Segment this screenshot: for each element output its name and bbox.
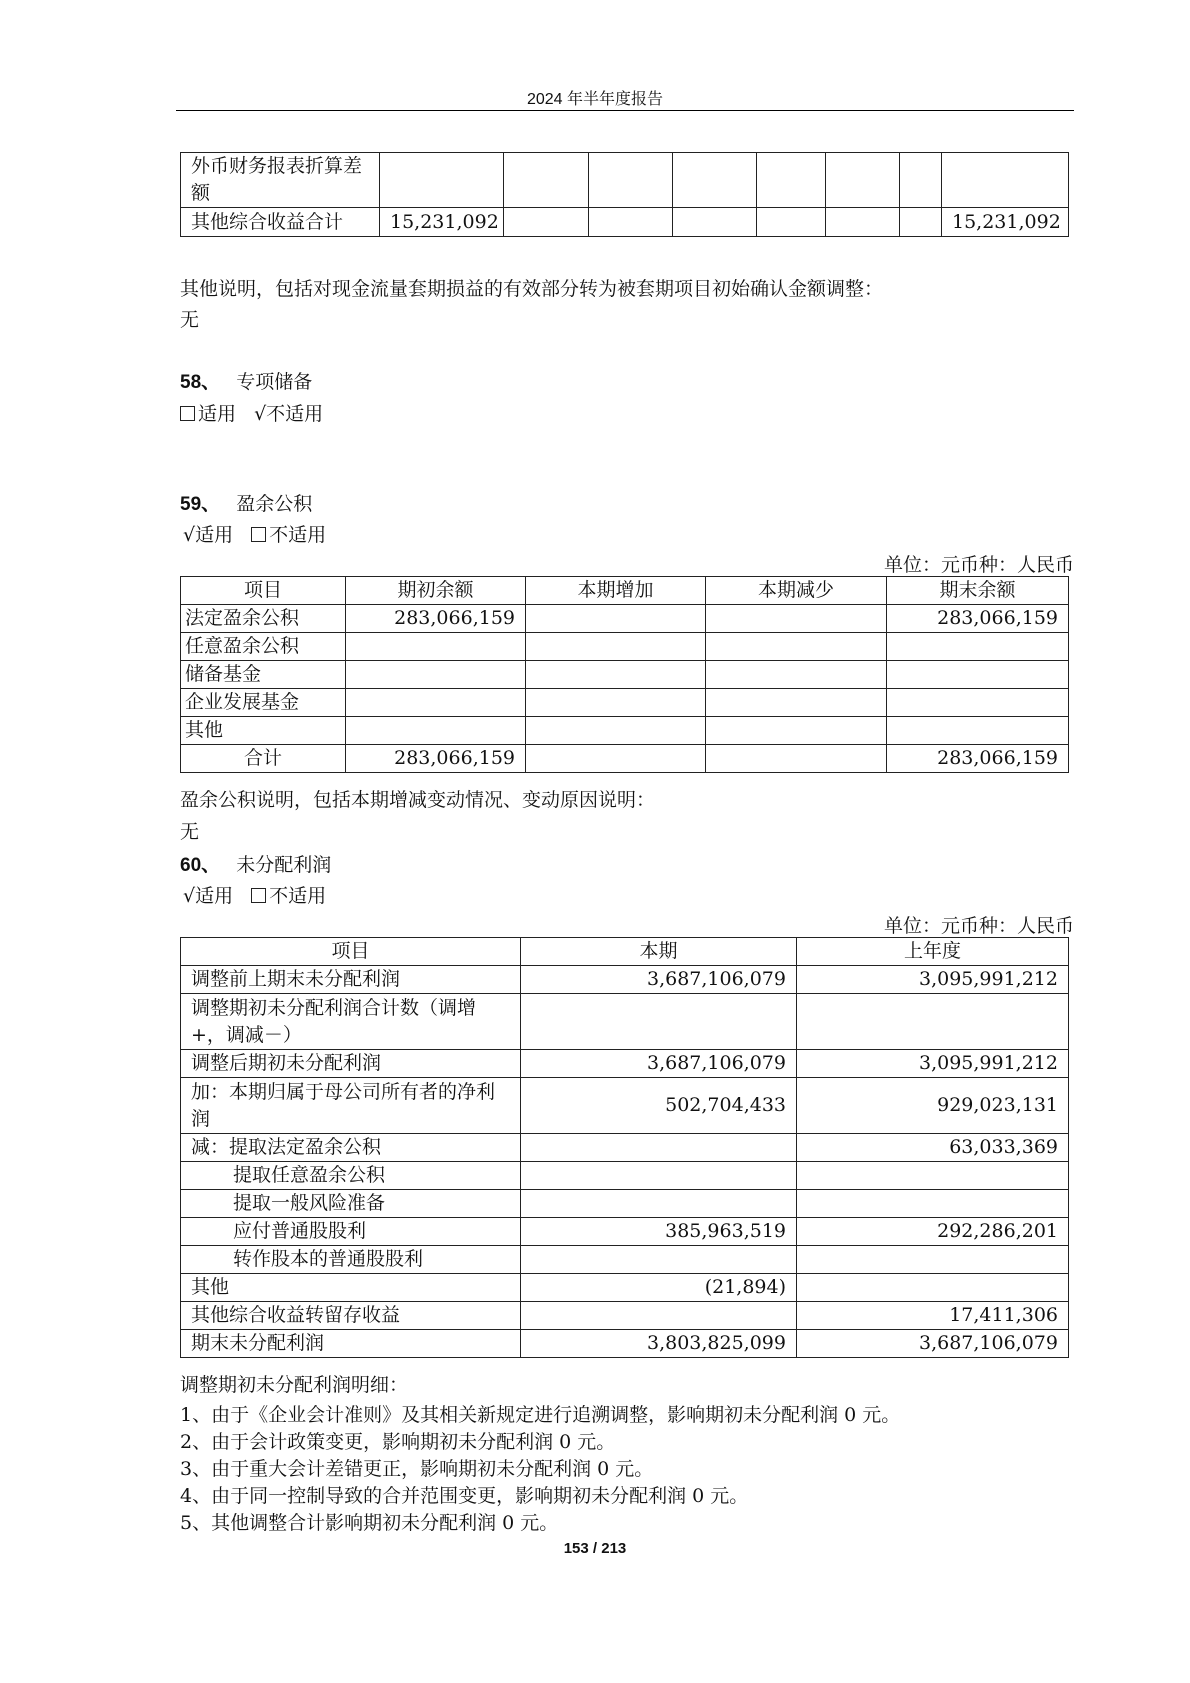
not-applicable-label: 不适用: [269, 885, 327, 907]
cell: [589, 208, 673, 237]
detail-item: 2、由于会计政策变更，影响期初未分配利润 0 元。: [180, 1431, 616, 1453]
other-comprehensive-income-table: [180, 152, 1069, 237]
cell: [504, 153, 589, 208]
cell: 15,231,092: [942, 208, 1069, 237]
table-row: [181, 661, 1069, 689]
undistributed-profit-table: [180, 937, 1069, 1358]
table-row: [181, 1078, 1069, 1134]
row-label: 提取任意盈余公积: [181, 1162, 521, 1190]
cell: [526, 605, 706, 633]
cell: [757, 208, 826, 237]
table-row: [181, 994, 1069, 1050]
cell: [504, 208, 589, 237]
table-row: [181, 689, 1069, 717]
surplus-reserve-table: [180, 576, 1069, 773]
cell: [526, 717, 706, 745]
column-header: 项目: [181, 938, 521, 966]
cell: [887, 633, 1069, 661]
row-label: 其他综合收益合计: [181, 208, 380, 237]
cell: [706, 605, 887, 633]
table-row: [181, 1162, 1069, 1190]
checkmark-icon: √: [254, 403, 267, 425]
cell: [706, 661, 887, 689]
page-header-title: 2024 年半年度报告: [526, 91, 664, 108]
section-number: 58、: [180, 372, 221, 393]
cell: [706, 633, 887, 661]
row-label: 调整后期初未分配利润: [181, 1050, 521, 1078]
note-57-text: 其他说明，包括对现金流量套期损益的有效部分转为被套期项目初始确认金额调整：: [180, 278, 884, 300]
row-label: 期末未分配利润: [181, 1330, 521, 1358]
prior-year-cell: 3,687,106,079: [797, 1330, 1069, 1358]
cell: [826, 208, 900, 237]
current-period-cell: [521, 1246, 797, 1274]
unchecked-box-icon: [180, 406, 195, 421]
cell: [706, 745, 887, 773]
row-label: 减：提取法定盈余公积: [181, 1134, 521, 1162]
note-57-value: 无: [180, 309, 200, 331]
table-row: [181, 717, 1069, 745]
column-header: 本期减少: [706, 577, 887, 605]
current-period-cell: 502,704,433: [521, 1078, 797, 1134]
column-header: 期初余额: [346, 577, 526, 605]
cell: [887, 717, 1069, 745]
section-60-applicability: [183, 881, 326, 908]
table-row: [181, 1302, 1069, 1330]
applicable-label: 适用: [195, 885, 234, 907]
table-row: [181, 1190, 1069, 1218]
applicable-label: 适用: [195, 524, 234, 546]
row-label: 调整期初未分配利润合计数（调增+，调减－）: [181, 994, 521, 1050]
row-label: 加：本期归属于母公司所有者的净利润: [181, 1078, 521, 1134]
table-row: [181, 1050, 1069, 1078]
prior-year-cell: 17,411,306: [797, 1302, 1069, 1330]
table-header-row: [181, 938, 1069, 966]
cell: [900, 153, 942, 208]
row-label: 转作股本的普通股股利: [181, 1246, 521, 1274]
unchecked-box-icon: [251, 888, 266, 903]
not-applicable-label: 不适用: [269, 524, 327, 546]
column-header: 本期: [521, 938, 797, 966]
cell: [757, 153, 826, 208]
detail-item: 1、由于《企业会计准则》及其相关新规定进行追溯调整，影响期初未分配利润 0 元。: [180, 1404, 901, 1426]
cell: 283,066,159: [346, 745, 526, 773]
table-row: [181, 208, 1069, 237]
column-header: 本期增加: [526, 577, 706, 605]
table-header-row: [181, 577, 1069, 605]
table-row: [181, 966, 1069, 994]
row-label: 外币财务报表折算差额: [181, 153, 380, 208]
detail-item: 3、由于重大会计差错更正，影响期初未分配利润 0 元。: [180, 1458, 654, 1480]
row-label: 其他: [181, 717, 346, 745]
cell: [380, 153, 504, 208]
cell: [346, 661, 526, 689]
section-58-heading: [180, 367, 312, 394]
cell: [826, 153, 900, 208]
cell: 283,066,159: [887, 605, 1069, 633]
cell: [673, 208, 757, 237]
unchecked-box-icon: [251, 527, 266, 542]
section-58-applicability: [180, 399, 323, 426]
prior-year-cell: [797, 1162, 1069, 1190]
not-applicable-label: 不适用: [266, 403, 324, 425]
prior-year-cell: 3,095,991,212: [797, 966, 1069, 994]
cell: [887, 661, 1069, 689]
cell: [706, 717, 887, 745]
row-label: 其他综合收益转留存收益: [181, 1302, 521, 1330]
prior-year-cell: 292,286,201: [797, 1218, 1069, 1246]
note-59-text: 盈余公积说明，包括本期增减变动情况、变动原因说明：: [180, 789, 656, 811]
cell: [526, 745, 706, 773]
cell: [526, 689, 706, 717]
section-60-heading: [180, 850, 331, 877]
cell: 283,066,159: [346, 605, 526, 633]
cell: [589, 153, 673, 208]
current-period-cell: [521, 1190, 797, 1218]
unit-label: 单位：元币种：人民币: [883, 554, 1074, 576]
row-label: 企业发展基金: [181, 689, 346, 717]
section-number: 60、: [180, 855, 221, 876]
table-row: [181, 1274, 1069, 1302]
current-period-cell: [521, 1302, 797, 1330]
column-header: 期末余额: [887, 577, 1069, 605]
prior-year-cell: [797, 1246, 1069, 1274]
prior-year-cell: [797, 994, 1069, 1050]
detail-item: 5、其他调整合计影响期初未分配利润 0 元。: [180, 1512, 559, 1534]
prior-year-cell: [797, 1190, 1069, 1218]
row-label: 其他: [181, 1274, 521, 1302]
checkmark-icon: √: [183, 524, 196, 546]
row-label: 合计: [181, 745, 346, 773]
applicable-label: 适用: [198, 403, 237, 425]
row-label: 储备基金: [181, 661, 346, 689]
column-header: 上年度: [797, 938, 1069, 966]
cell: 15,231,092: [380, 208, 504, 237]
cell: [526, 633, 706, 661]
row-label: 提取一般风险准备: [181, 1190, 521, 1218]
header-divider: [176, 110, 1074, 111]
table-total-row: [181, 1330, 1069, 1358]
cell: [887, 689, 1069, 717]
detail-item: 4、由于同一控制导致的合并范围变更，影响期初未分配利润 0 元。: [180, 1485, 749, 1507]
section-59-heading: [180, 489, 312, 516]
current-period-cell: [521, 994, 797, 1050]
cell: [346, 633, 526, 661]
current-period-cell: 3,687,106,079: [521, 1050, 797, 1078]
section-title: 专项储备: [236, 371, 313, 393]
row-label: 应付普通股股利: [181, 1218, 521, 1246]
table-total-row: [181, 745, 1069, 773]
prior-year-cell: 929,023,131: [797, 1078, 1069, 1134]
prior-year-cell: 3,095,991,212: [797, 1050, 1069, 1078]
table-row: [181, 1218, 1069, 1246]
prior-year-cell: [797, 1274, 1069, 1302]
column-header: 项目: [181, 577, 346, 605]
row-label: 调整前上期末未分配利润: [181, 966, 521, 994]
row-label: 法定盈余公积: [181, 605, 346, 633]
prior-year-cell: 63,033,369: [797, 1134, 1069, 1162]
cell: [346, 717, 526, 745]
section-title: 未分配利润: [236, 854, 332, 876]
section-number: 59、: [180, 494, 221, 515]
checkmark-icon: √: [183, 885, 196, 907]
table-row: [181, 1246, 1069, 1274]
table-row: [181, 153, 1069, 208]
current-period-cell: 3,803,825,099: [521, 1330, 797, 1358]
unit-label: 单位：元币种：人民币: [883, 915, 1074, 937]
page-number: 153 / 213: [563, 1540, 627, 1557]
cell: [673, 153, 757, 208]
cell: [706, 689, 887, 717]
table-row: [181, 605, 1069, 633]
section-title: 盈余公积: [236, 493, 313, 515]
current-period-cell: (21,894): [521, 1274, 797, 1302]
note-59-value: 无: [180, 821, 200, 843]
row-label: 任意盈余公积: [181, 633, 346, 661]
current-period-cell: 3,687,106,079: [521, 966, 797, 994]
section-59-applicability: [183, 520, 326, 547]
cell: [346, 689, 526, 717]
detail-title: 调整期初未分配利润明细：: [180, 1374, 409, 1396]
current-period-cell: [521, 1134, 797, 1162]
current-period-cell: 385,963,519: [521, 1218, 797, 1246]
current-period-cell: [521, 1162, 797, 1190]
table-row: [181, 1134, 1069, 1162]
cell: [526, 661, 706, 689]
cell: 283,066,159: [887, 745, 1069, 773]
cell: [942, 153, 1069, 208]
table-row: [181, 633, 1069, 661]
cell: [900, 208, 942, 237]
